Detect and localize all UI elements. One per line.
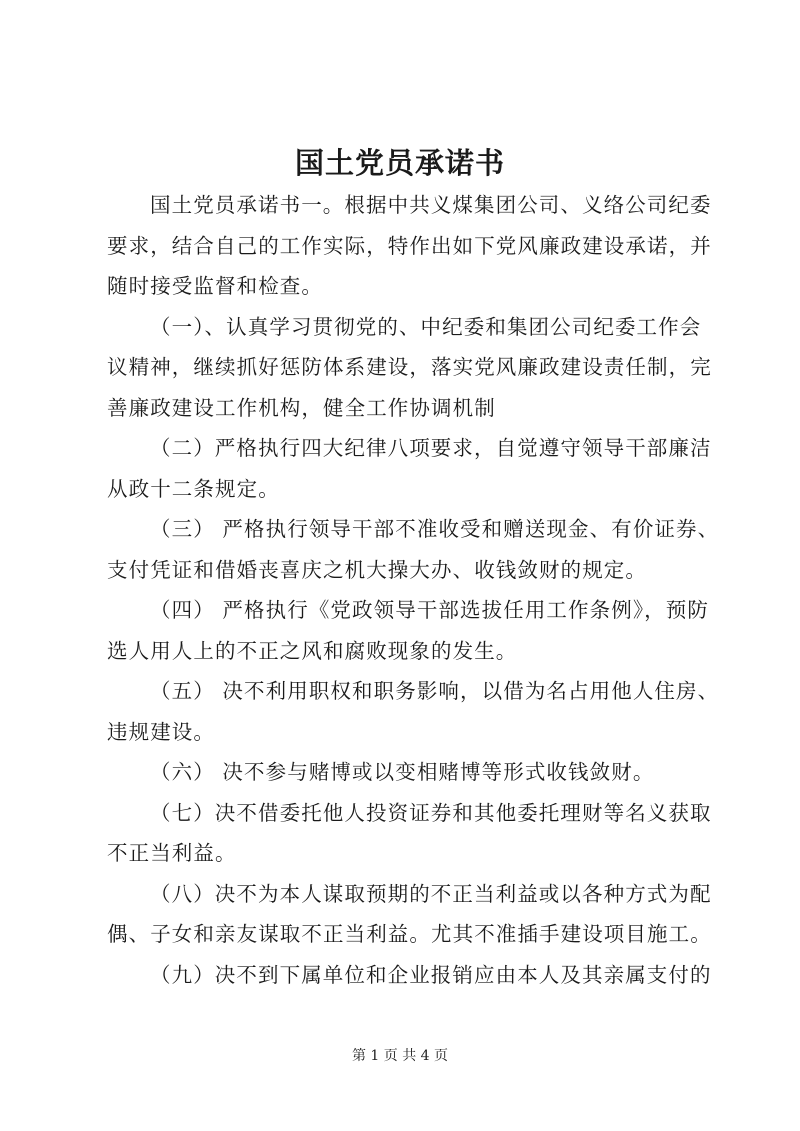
body-line: 选人用人上的不正之风和腐败现象的发生。	[107, 638, 518, 663]
body-line: （六） 决不参与赌博或以变相赌博等形式收钱敛财。	[150, 760, 655, 784]
body-line: （九）决不到下属单位和企业报销应由本人及其亲属支付的	[150, 962, 712, 987]
body-line: 支付凭证和借婚丧喜庆之机大操大办、收钱敛财的规定。	[107, 557, 647, 582]
body-line: （四） 严格执行《党政领导干部选拔任用工作条例》，预防	[150, 598, 709, 622]
body-line: 要求，结合自己的工作实际，特作出如下党风廉政建设承诺，并	[107, 233, 712, 258]
body-line: 不正当利益。	[107, 841, 237, 865]
body-line: 善廉政建设工作机构，健全工作协调机制	[107, 395, 496, 420]
body-line: 议精神，继续抓好惩防体系建设，落实党风廉政建设责任制，完	[107, 355, 712, 379]
body-line: （二）严格执行四大纪律八项要求，自觉遵守领导干部廉洁	[150, 436, 712, 460]
page-number: 第 1 页 共 4 页	[351, 1048, 449, 1064]
body-line: （五） 决不利用职权和职务影响，以借为名占用他人住房、	[150, 679, 720, 703]
body-line: （八）决不为本人谋取预期的不正当利益或以各种方式为配	[150, 881, 712, 906]
body-line: 偶、子女和亲友谋取不正当利益。尤其不准插手建设项目施工。	[107, 922, 712, 946]
document-body	[107, 185, 720, 995]
body-line: 国土党员承诺书一。根据中共义煤集团公司、义络公司纪委	[150, 193, 712, 217]
document-title: 国土党员承诺书	[294, 146, 505, 180]
body-line: （一）、认真学习贯彻党的、中纪委和集团公司纪委工作会	[150, 314, 702, 339]
body-line: 违规建设。	[107, 719, 215, 744]
body-line: （七）决不借委托他人投资证券和其他委托理财等名义获取	[150, 800, 712, 825]
body-line: 从政十二条规定。	[107, 476, 280, 501]
body-line: （三） 严格执行领导干部不准收受和赠送现金、有价证券、	[150, 517, 720, 541]
body-line: 随时接受监督和检查。	[107, 274, 323, 298]
